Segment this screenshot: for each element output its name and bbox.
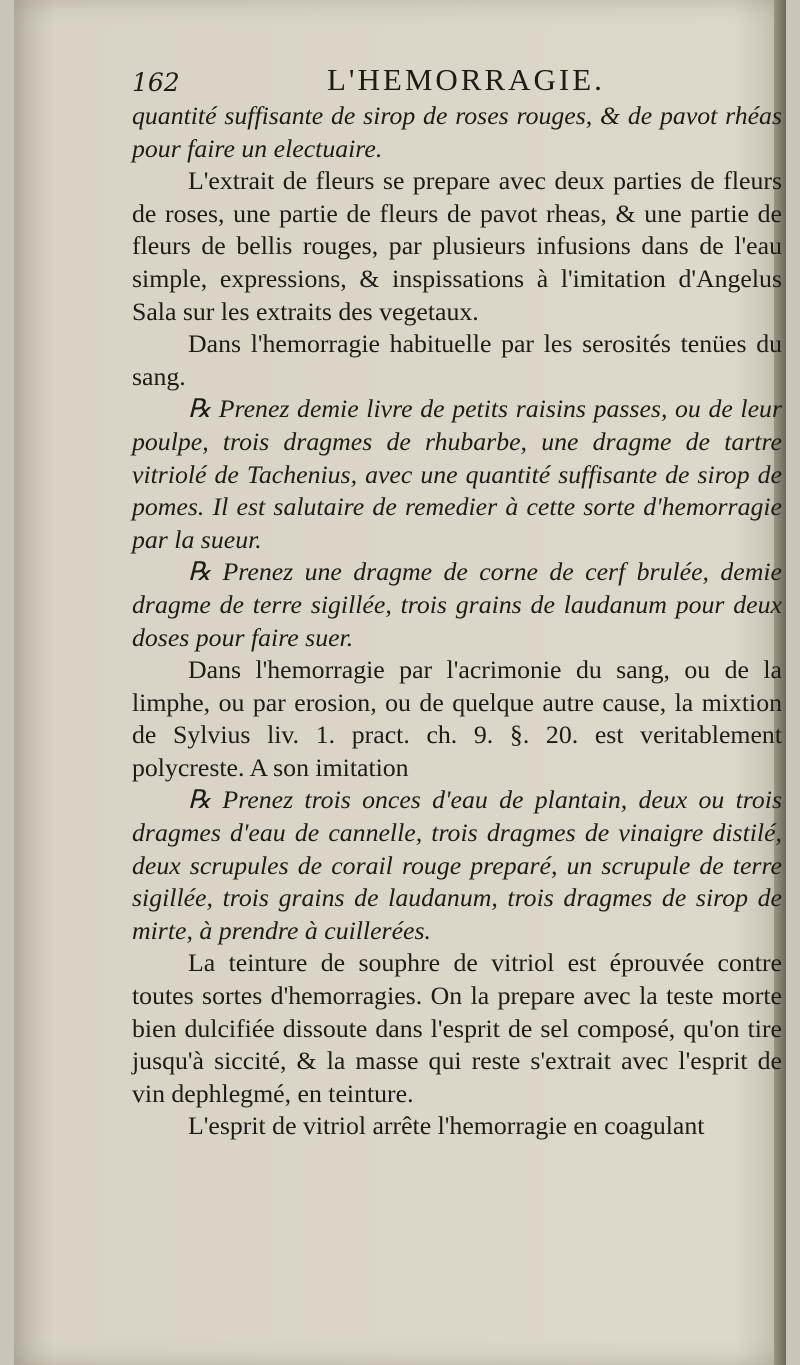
- paragraph-acrimonie-du-sang: Dans l'hemorragie par l'acrimonie du sang, ou de la limphe, ou par erosion, ou de quelque autre cause, la mixtion de Sylvius liv. 1. pract. ch. 9. §. 20. est veritablement polycreste. A son imitation: [132, 655, 782, 782]
- page-content: [132, 60, 782, 1143]
- paragraph-continuation: quantité suffisante de sirop de roses rouges, & de pavot rhéas pour faire un electuaire.: [132, 101, 782, 163]
- page-header: [132, 60, 782, 100]
- running-head: L'HEMORRAGIE.: [327, 62, 605, 97]
- paragraph-extrait-de-fleurs: L'extrait de fleurs se prepare avec deux parties de fleurs de roses, une partie de fleurs de pavot rheas, & une partie de fleurs de bellis rouges, par plusieurs infusions dans de l'eau simple, expressions, & inspissations à l'imitation d'Angelus Sala sur les extraits des vegetaux.: [132, 166, 782, 326]
- paragraph-recipe-corne-de-cerf: ℞ Prenez une dragme de corne de cerf brulée, demie dragme de terre sigillée, trois grains de laudanum pour deux doses pour faire suer.: [132, 557, 782, 652]
- paragraph-recipe-plantain: ℞ Prenez trois onces d'eau de plantain, deux ou trois dragmes d'eau de cannelle, trois dragmes de vinaigre distilé, deux scrupules de corail rouge preparé, un scrupule de terre sigillée, trois grains de laudanum, trois dragmes de sirop de mirte, à prendre à cuillerées.: [132, 785, 782, 945]
- paragraph-recipe-raisins: ℞ Prenez demie livre de petits raisins passes, ou de leur poulpe, trois dragmes de rhubarbe, une dragme de tartre vitriolé de Tachenius, avec une quantité suffisante de sirop de pomes. Il est salutaire de remedier à cette sorte d'hemorragie par la sueur.: [132, 394, 782, 554]
- body-text: [132, 100, 782, 1143]
- paragraph-teinture-de-souphre: La teinture de souphre de vitriol est éprouvée contre toutes sortes d'hemorragies. On la prepare avec la teste morte bien dulcifiée dissoute dans l'esprit de sel composé, qu'on tire jusqu'à siccité, & la masse qui reste s'extrait avec l'esprit de vin dephlegmé, en teinture.: [132, 948, 782, 1108]
- paragraph-esprit-de-vitriol: L'esprit de vitriol arrête l'hemorragie en coagulant: [188, 1111, 705, 1141]
- book-page: [14, 0, 786, 1365]
- page-number: 162: [132, 68, 180, 97]
- paragraph-hemorragie-habituelle: Dans l'hemorragie habituelle par les serosités tenües du sang.: [132, 329, 782, 391]
